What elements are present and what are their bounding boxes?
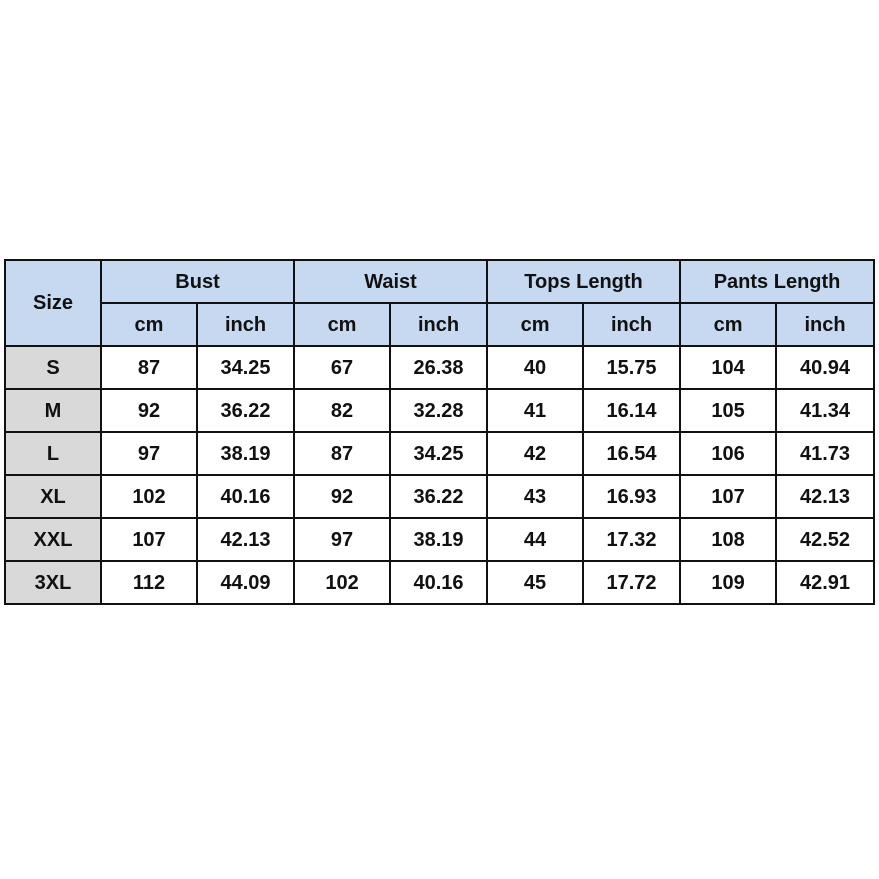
unit-header: inch	[776, 303, 874, 346]
table-cell: 42	[487, 432, 583, 475]
unit-header: inch	[390, 303, 487, 346]
table-cell: 15.75	[583, 346, 680, 389]
table-cell: 92	[294, 475, 390, 518]
table-row	[5, 432, 874, 475]
table-cell: 16.54	[583, 432, 680, 475]
size-label: S	[5, 346, 101, 389]
size-label: M	[5, 389, 101, 432]
table-cell: 38.19	[197, 432, 294, 475]
unit-header: inch	[583, 303, 680, 346]
table-cell: 45	[487, 561, 583, 604]
table-cell: 87	[101, 346, 197, 389]
table-cell: 40	[487, 346, 583, 389]
table-cell: 102	[294, 561, 390, 604]
table-cell: 42.52	[776, 518, 874, 561]
table-cell: 44.09	[197, 561, 294, 604]
table-cell: 41.34	[776, 389, 874, 432]
table-cell: 16.93	[583, 475, 680, 518]
size-label: XL	[5, 475, 101, 518]
table-row	[5, 475, 874, 518]
table-cell: 38.19	[390, 518, 487, 561]
table-cell: 17.72	[583, 561, 680, 604]
size-chart-table	[4, 259, 875, 605]
table-cell: 104	[680, 346, 776, 389]
unit-header: cm	[101, 303, 197, 346]
size-label: L	[5, 432, 101, 475]
table-cell: 67	[294, 346, 390, 389]
table-cell: 17.32	[583, 518, 680, 561]
size-column-header: Size	[5, 260, 101, 346]
table-cell: 107	[680, 475, 776, 518]
group-header-row	[5, 260, 874, 303]
waist-header: Waist	[294, 260, 487, 303]
table-cell: 106	[680, 432, 776, 475]
table-cell: 43	[487, 475, 583, 518]
size-label: XXL	[5, 518, 101, 561]
table-cell: 34.25	[390, 432, 487, 475]
table-cell: 112	[101, 561, 197, 604]
table-cell: 34.25	[197, 346, 294, 389]
table-cell: 107	[101, 518, 197, 561]
size-chart-body	[5, 260, 874, 604]
table-cell: 42.13	[776, 475, 874, 518]
table-cell: 40.16	[390, 561, 487, 604]
table-cell: 105	[680, 389, 776, 432]
table-cell: 87	[294, 432, 390, 475]
table-cell: 97	[294, 518, 390, 561]
unit-header: cm	[294, 303, 390, 346]
table-cell: 92	[101, 389, 197, 432]
bust-header: Bust	[101, 260, 294, 303]
table-cell: 42.13	[197, 518, 294, 561]
table-cell: 36.22	[197, 389, 294, 432]
size-label: 3XL	[5, 561, 101, 604]
unit-header-row	[5, 303, 874, 346]
table-row	[5, 518, 874, 561]
table-cell: 41.73	[776, 432, 874, 475]
table-cell: 109	[680, 561, 776, 604]
table-cell: 42.91	[776, 561, 874, 604]
table-cell: 26.38	[390, 346, 487, 389]
table-cell: 40.16	[197, 475, 294, 518]
table-cell: 36.22	[390, 475, 487, 518]
table-cell: 97	[101, 432, 197, 475]
unit-header: cm	[487, 303, 583, 346]
tops-length-header: Tops Length	[487, 260, 680, 303]
table-cell: 44	[487, 518, 583, 561]
table-cell: 40.94	[776, 346, 874, 389]
table-cell: 108	[680, 518, 776, 561]
table-row	[5, 561, 874, 604]
table-row	[5, 389, 874, 432]
table-cell: 16.14	[583, 389, 680, 432]
table-cell: 41	[487, 389, 583, 432]
unit-header: cm	[680, 303, 776, 346]
table-cell: 32.28	[390, 389, 487, 432]
unit-header: inch	[197, 303, 294, 346]
table-row	[5, 346, 874, 389]
table-cell: 102	[101, 475, 197, 518]
table-cell: 82	[294, 389, 390, 432]
pants-length-header: Pants Length	[680, 260, 874, 303]
